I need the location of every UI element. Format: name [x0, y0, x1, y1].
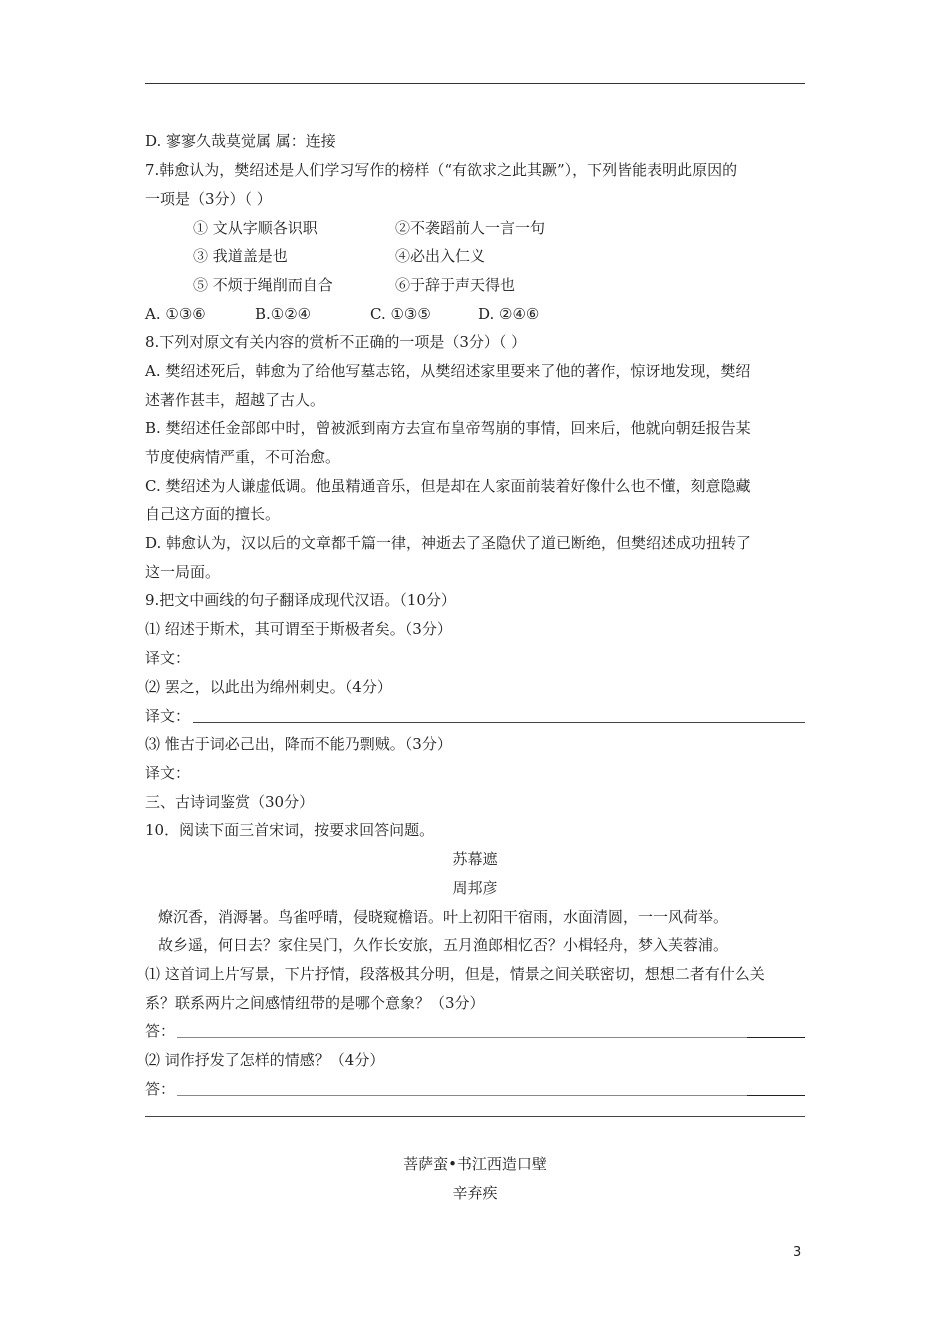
q8-option-a-line2: 述著作甚丰，超越了古人。 [145, 391, 326, 409]
q7-stem-line2: 一项是（3分）（ ） [145, 190, 272, 208]
q7-item-4: ④必出入仁义 [395, 247, 486, 265]
q10-2-question: ⑵ 词作抒发了怎样的情感？（4分） [145, 1051, 385, 1069]
q10-2-answer-line-tail [747, 1095, 805, 1096]
q8-option-b-line2: 节度使病情严重，不可治愈。 [145, 448, 341, 466]
q10-2-answer-label: 答： [145, 1080, 176, 1098]
q7-choice-d: D. ②④⑥ [478, 305, 540, 323]
poem1-line1: 燎沉香，消溽暑。鸟雀呼晴，侵晓窥檐语。叶上初阳干宿雨，水面清圆，一一风荷举。 [158, 908, 729, 926]
section-3-heading: 三、古诗词鉴赏（30分） [145, 793, 315, 811]
q10-1-line1: ⑴ 这首词上片写景，下片抒情，段落极其分明，但是，情景之间关联密切，想想二者有什么关 [145, 965, 765, 983]
q8-option-b-line1: B. 樊绍述任金部郎中时，曾被派到南方去宣布皇帝驾崩的事情，回来后，他就向朝廷报告某 [145, 419, 751, 437]
q7-item-1: ① 文从字顺各识职 [193, 219, 318, 237]
q9-sentence-3: ⑶ 惟古于词必己出，降而不能乃剽贼。（3分） [145, 735, 452, 753]
poem1-author: 周邦彦 [452, 879, 498, 897]
q10-1-answer-line-tail [747, 1037, 805, 1038]
q7-choice-c: C. ①③⑤ [370, 305, 431, 323]
q7-item-2: ②不袭蹈前人一言一句 [395, 219, 546, 237]
q6-option-d: D. 寥寥久哉莫觉属 属：连接 [145, 132, 336, 150]
q10-2-extra-answer-line[interactable] [145, 1116, 805, 1117]
q10-stem: 10．阅读下面三首宋词，按要求回答问题。 [145, 821, 435, 839]
q9-answer-label-3: 译文： [145, 764, 191, 782]
q10-1-answer-line[interactable] [177, 1037, 747, 1038]
q10-2-answer-line[interactable] [177, 1095, 747, 1096]
q9-answer-label-2: 译文： [145, 707, 191, 725]
q7-item-5: ⑤ 不烦于绳削而自合 [193, 276, 333, 294]
q8-option-a-line1: A. 樊绍述死后，韩愈为了给他写墓志铭，从樊绍述家里要来了他的著作，惊讶地发现，樊绍 [145, 362, 751, 380]
q7-item-3: ③ 我道盖是也 [193, 247, 288, 265]
q8-option-c-line2: 自己这方面的擅长。 [145, 505, 281, 523]
poem2-title: 菩萨蛮•书江西造口壁 [403, 1155, 547, 1173]
page-number: 3 [793, 1245, 802, 1260]
q9-sentence-1: ⑴ 绍述于斯术，其可谓至于斯极者矣。（3分） [145, 620, 452, 638]
q8-option-c-line1: C. 樊绍述为人谦虚低调。他虽精通音乐，但是却在人家面前装着好像什么也不懂，刻意隐藏 [145, 477, 751, 495]
q10-1-line2: 系？联系两片之间感情纽带的是哪个意象？（3分） [145, 994, 485, 1012]
q7-item-6: ⑥于辞于声天得也 [395, 276, 516, 294]
q9-answer-label-1: 译文： [145, 649, 191, 667]
poem1-title: 苏幕遮 [452, 850, 498, 868]
q10-1-answer-label: 答： [145, 1022, 176, 1040]
q9-stem: 9.把文中画线的句子翻译成现代汉语。（10分） [145, 591, 456, 609]
q7-stem-line1: 7.韩愈认为，樊绍述是人们学习写作的榜样（“有欲求之此其蹶”），下列皆能表明此原因的 [145, 161, 738, 179]
poem2-author: 辛弃疾 [452, 1184, 498, 1202]
q7-choice-b: B.①②④ [255, 305, 312, 323]
q8-stem: 8.下列对原文有关内容的赏析不正确的一项是（3分）（ ） [145, 333, 527, 351]
q8-option-d-line1: D. 韩愈认为，汉以后的文章都千篇一律，神逝去了圣隐伏了道已断绝，但樊绍述成功扭转了 [145, 534, 752, 552]
header-rule [145, 83, 805, 84]
q9-sentence-2: ⑵ 罢之，以此出为绵州刺史。（4分） [145, 678, 392, 696]
q9-answer-line-2[interactable] [193, 722, 805, 723]
q8-option-d-line2: 这一局面。 [145, 563, 221, 581]
q7-choice-a: A. ①③⑥ [145, 305, 206, 323]
poem1-line2: 故乡遥，何日去？家住吴门，久作长安旅，五月渔郎相忆否？小楫轻舟，梦入芙蓉浦。 [158, 936, 729, 954]
